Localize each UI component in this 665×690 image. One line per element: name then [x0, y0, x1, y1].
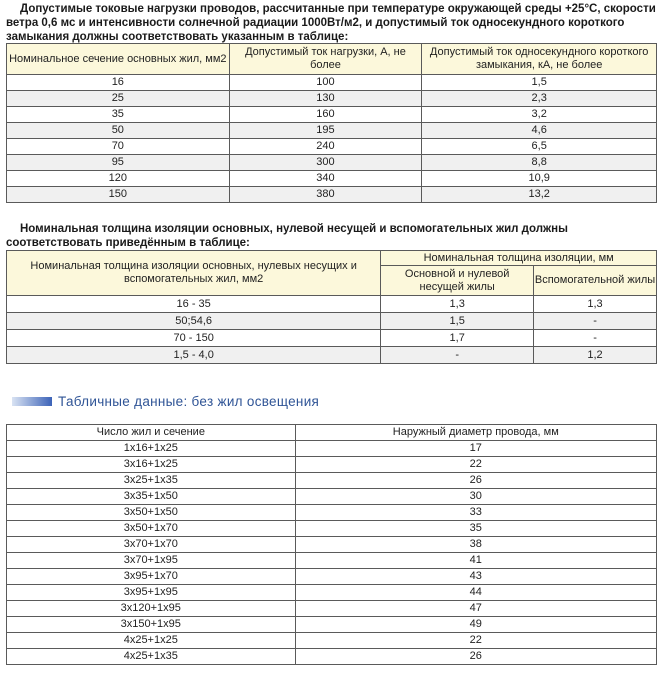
table-row: [7, 75, 657, 91]
table-row: [7, 91, 657, 107]
table-row: [7, 601, 657, 617]
load-current-cell: 160: [229, 107, 422, 123]
cores-section-cell: 3х70+1х70: [7, 537, 296, 553]
outer-diameter-cell: 26: [295, 473, 656, 489]
table-row: [7, 139, 657, 155]
section-heading-title: Табличные данные: без жил освещения: [58, 393, 320, 409]
table-row: [7, 171, 657, 187]
short-circuit-cell: 3,2: [422, 107, 657, 123]
current-load-table: [6, 43, 657, 203]
cross-section-cell: 50: [7, 123, 230, 139]
load-current-cell: 100: [229, 75, 422, 91]
table-row: [7, 521, 657, 537]
short-circuit-cell: 13,2: [422, 187, 657, 203]
cross-section-cell: 16: [7, 75, 230, 91]
section-heading-bar-icon: [12, 397, 52, 406]
auxiliary-thickness-cell: 1,3: [534, 296, 657, 313]
insulation-thickness-table: [6, 250, 657, 364]
cores-section-cell: 3х95+1х70: [7, 569, 296, 585]
outer-diameter-table: [6, 424, 657, 665]
outer-diameter-cell: 47: [295, 601, 656, 617]
main-neutral-thickness-cell: -: [381, 347, 534, 364]
table-row: [7, 537, 657, 553]
insulation-range-cell: 70 - 150: [7, 330, 381, 347]
table-row: [7, 473, 657, 489]
outer-diameter-cell: 22: [295, 457, 656, 473]
load-current-cell: 340: [229, 171, 422, 187]
load-current-cell: 240: [229, 139, 422, 155]
outer-diameter-cell: 35: [295, 521, 656, 537]
table-header-row: [7, 251, 657, 266]
table-row: [7, 313, 657, 330]
outer-diameter-cell: 22: [295, 633, 656, 649]
table-row: [7, 505, 657, 521]
cores-section-cell: 3х25+1х35: [7, 473, 296, 489]
load-current-cell: 130: [229, 91, 422, 107]
cores-section-cell: 3х16+1х25: [7, 457, 296, 473]
header-cores-and-section: Число жил и сечение: [7, 425, 296, 441]
insulation-range-cell: 50;54,6: [7, 313, 381, 330]
outer-diameter-cell: 38: [295, 537, 656, 553]
cores-section-cell: 3х50+1х50: [7, 505, 296, 521]
table-row: [7, 107, 657, 123]
table-row: [7, 296, 657, 313]
table-row: [7, 457, 657, 473]
load-current-cell: 380: [229, 187, 422, 203]
table-row: [7, 330, 657, 347]
cross-section-cell: 35: [7, 107, 230, 123]
outer-diameter-cell: 41: [295, 553, 656, 569]
table-row: [7, 123, 657, 139]
table-header-row: [7, 425, 657, 441]
cross-section-cell: 150: [7, 187, 230, 203]
cores-section-cell: 3х95+1х95: [7, 585, 296, 601]
insulation-range-cell: 16 - 35: [7, 296, 381, 313]
main-neutral-thickness-cell: 1,3: [381, 296, 534, 313]
short-circuit-cell: 6,5: [422, 139, 657, 155]
outer-diameter-cell: 43: [295, 569, 656, 585]
header-insulation-core: Номинальная толщина изоляции основных, нулевых несущих и вспомогательных жил, мм2: [7, 251, 381, 296]
table-header-row: [7, 44, 657, 75]
table-row: [7, 187, 657, 203]
short-circuit-cell: 2,3: [422, 91, 657, 107]
section-heading: [12, 392, 319, 410]
table-row: [7, 347, 657, 364]
table-row: [7, 649, 657, 665]
header-insulation-group: Номинальная толщина изоляции, мм: [381, 251, 657, 266]
table-row: [7, 633, 657, 649]
table-row: [7, 569, 657, 585]
auxiliary-thickness-cell: -: [534, 313, 657, 330]
cores-section-cell: 4х25+1х35: [7, 649, 296, 665]
table-row: [7, 441, 657, 457]
intro-paragraph-1: Допустимые токовые нагрузки проводов, рассчитанные при температуре окружающей среды +25°С, скорости ветра 0,6 мс и интенсивности солнечной радиации 1000Вт/м2, и допустимый ток односекундного короткого замыкания должны соответствовать указанным в таблице:: [6, 3, 656, 43]
intro-paragraph-2: Номинальная толщина изоляции основных, нулевой несущей и вспомогательных жил должны соответствовать приведённым в таблице:: [6, 223, 568, 249]
cores-section-cell: 3х50+1х70: [7, 521, 296, 537]
auxiliary-thickness-cell: 1,2: [534, 347, 657, 364]
load-current-cell: 300: [229, 155, 422, 171]
header-main-neutral-core: Основной и нулевой несущей жилы: [381, 266, 534, 296]
cores-section-cell: 3х70+1х95: [7, 553, 296, 569]
outer-diameter-cell: 17: [295, 441, 656, 457]
cores-section-cell: 3х120+1х95: [7, 601, 296, 617]
short-circuit-cell: 10,9: [422, 171, 657, 187]
table-row: [7, 553, 657, 569]
cross-section-cell: 70: [7, 139, 230, 155]
cores-section-cell: 1х16+1х25: [7, 441, 296, 457]
table-row: [7, 585, 657, 601]
header-auxiliary-core: Вспомогательной жилы: [534, 266, 657, 296]
main-neutral-thickness-cell: 1,5: [381, 313, 534, 330]
cores-section-cell: 4х25+1х25: [7, 633, 296, 649]
outer-diameter-cell: 26: [295, 649, 656, 665]
outer-diameter-cell: 49: [295, 617, 656, 633]
load-current-cell: 195: [229, 123, 422, 139]
header-short-circuit-current: Допустимый ток односекундного короткого замыкания, кА, не более: [422, 44, 657, 75]
cross-section-cell: 25: [7, 91, 230, 107]
short-circuit-cell: 8,8: [422, 155, 657, 171]
short-circuit-cell: 1,5: [422, 75, 657, 91]
insulation-range-cell: 1,5 - 4,0: [7, 347, 381, 364]
cross-section-cell: 95: [7, 155, 230, 171]
table-row: [7, 617, 657, 633]
outer-diameter-cell: 44: [295, 585, 656, 601]
main-neutral-thickness-cell: 1,7: [381, 330, 534, 347]
cross-section-cell: 120: [7, 171, 230, 187]
cores-section-cell: 3х35+1х50: [7, 489, 296, 505]
short-circuit-cell: 4,6: [422, 123, 657, 139]
outer-diameter-cell: 33: [295, 505, 656, 521]
header-load-current: Допустимый ток нагрузки, А, не более: [229, 44, 422, 75]
table-row: [7, 155, 657, 171]
header-outer-diameter: Наружный диаметр провода, мм: [295, 425, 656, 441]
header-cross-section: Номинальное сечение основных жил, мм2: [7, 44, 230, 75]
cores-section-cell: 3х150+1х95: [7, 617, 296, 633]
auxiliary-thickness-cell: -: [534, 330, 657, 347]
outer-diameter-cell: 30: [295, 489, 656, 505]
table-row: [7, 489, 657, 505]
